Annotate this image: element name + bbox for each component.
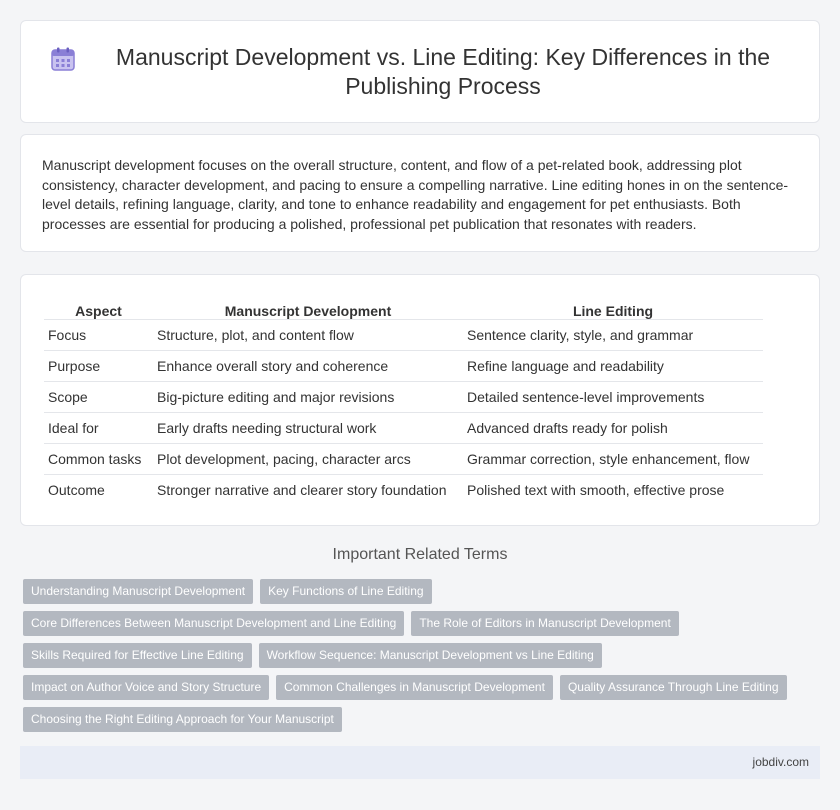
related-term-tag[interactable]: The Role of Editors in Manuscript Development [411, 611, 678, 636]
row-manuscript: Enhance overall story and coherence [153, 350, 463, 381]
title-wrap [50, 43, 790, 101]
footer-site-link[interactable]: jobdiv.com [752, 755, 809, 769]
row-line-editing: Sentence clarity, style, and grammar [463, 319, 763, 350]
comparison-table-card [20, 274, 820, 526]
row-line-editing: Refine language and readability [463, 350, 763, 381]
related-terms-list [23, 579, 823, 739]
row-aspect: Common tasks [44, 443, 153, 474]
row-aspect: Ideal for [44, 412, 153, 443]
related-term-tag[interactable]: Quality Assurance Through Line Editing [560, 675, 787, 700]
row-line-editing: Polished text with smooth, effective prose [463, 474, 763, 505]
table-header-row [44, 297, 763, 319]
related-term-tag[interactable]: Workflow Sequence: Manuscript Development vs Line Editing [259, 643, 602, 668]
header-line-editing: Line Editing [572, 302, 654, 319]
row-aspect: Purpose [44, 350, 153, 381]
table-row [44, 412, 763, 443]
related-terms-title: Important Related Terms [332, 546, 508, 563]
row-aspect: Focus [44, 319, 153, 350]
related-term-tag[interactable]: Skills Required for Effective Line Editing [23, 643, 252, 668]
row-manuscript: Stronger narrative and clearer story foundation [153, 474, 463, 505]
calendar-icon [50, 46, 76, 72]
related-term-tag[interactable]: Impact on Author Voice and Story Structure [23, 675, 269, 700]
row-line-editing: Grammar correction, style enhancement, flow [463, 443, 763, 474]
footer [20, 746, 820, 779]
row-manuscript: Early drafts needing structural work [153, 412, 463, 443]
row-line-editing: Advanced drafts ready for polish [463, 412, 763, 443]
related-term-tag[interactable]: Understanding Manuscript Development [23, 579, 253, 604]
table-row [44, 350, 763, 381]
table-row [44, 319, 763, 350]
row-aspect: Scope [44, 381, 153, 412]
related-term-tag[interactable]: Common Challenges in Manuscript Development [276, 675, 553, 700]
row-manuscript: Structure, plot, and content flow [153, 319, 463, 350]
intro-paragraph: Manuscript development focuses on the overall structure, content, and flow of a pet-related book, addressing plot consistency, character development, and pacing to ensure a compelling narrative. Line editing hones in on the sentence-level details, refining language, clarity, and tone to enhance readability and engagement for pet enthusiasts. Both processes are essential for producing a polished, professional pet publication that resonates with readers. [42, 157, 789, 232]
table-row [44, 443, 763, 474]
page-title: Manuscript Development vs. Line Editing: Key Differences in the Publishing Process [115, 43, 771, 99]
row-aspect: Outcome [44, 474, 153, 505]
row-line-editing: Detailed sentence-level improvements [463, 381, 763, 412]
header-manuscript-development: Manuscript Development [224, 302, 392, 319]
intro-card [20, 134, 820, 252]
table-row [44, 474, 763, 505]
row-manuscript: Plot development, pacing, character arcs [153, 443, 463, 474]
comparison-table [44, 297, 763, 505]
row-manuscript: Big-picture editing and major revisions [153, 381, 463, 412]
related-term-tag[interactable]: Core Differences Between Manuscript Development and Line Editing [23, 611, 404, 636]
related-term-tag[interactable]: Key Functions of Line Editing [260, 579, 431, 604]
header-aspect: Aspect [75, 302, 122, 319]
table-row [44, 381, 763, 412]
title-card [20, 20, 820, 123]
related-term-tag[interactable]: Choosing the Right Editing Approach for Your Manuscript [23, 707, 342, 732]
